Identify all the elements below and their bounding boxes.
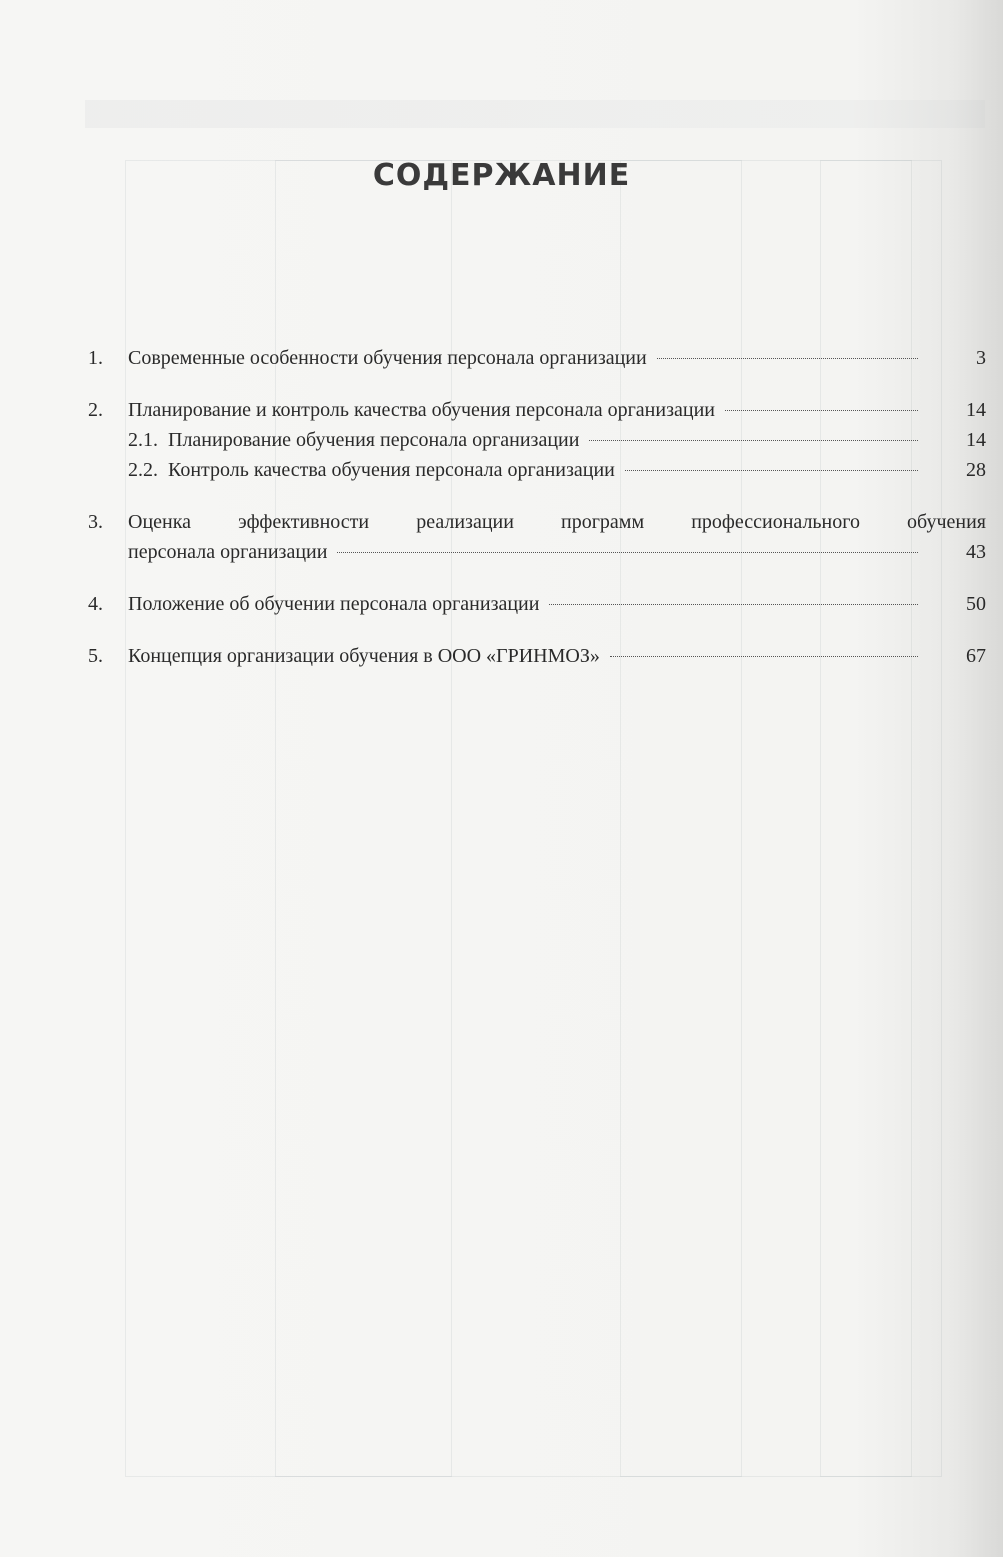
toc-entry-title-line2: персонала организации <box>128 541 328 563</box>
toc-entry-4 <box>88 589 986 619</box>
toc-subentry-number: 2.1. <box>128 429 158 451</box>
toc-subentries <box>88 425 986 485</box>
toc-entry-number: 2. <box>88 399 103 421</box>
toc-entry-number: 4. <box>88 593 103 615</box>
toc-entry-3 <box>88 507 986 567</box>
bleed-through-header <box>85 100 985 128</box>
toc-subentry-number: 2.2. <box>128 459 158 481</box>
toc-subentry-page: 14 <box>966 429 986 451</box>
toc-entry-page: 3 <box>976 347 986 369</box>
dot-leader <box>625 470 918 471</box>
toc-entry-number: 1. <box>88 347 103 369</box>
dot-leader <box>610 656 918 657</box>
toc-subentry-2-1 <box>128 425 986 455</box>
toc-entry-title: Современные особенности обучения персонала организации <box>128 347 647 369</box>
dot-leader <box>589 440 918 441</box>
toc-subentry-page: 28 <box>966 459 986 481</box>
toc-entry-page: 14 <box>966 399 986 421</box>
toc-entry-title: Положение об обучении персонала организации <box>128 593 540 615</box>
table-of-contents <box>88 343 986 693</box>
toc-subentry-2-2 <box>128 455 986 485</box>
toc-subentry-title: Планирование обучения персонала организации <box>168 429 580 451</box>
toc-entry-page: 50 <box>966 593 986 615</box>
toc-entry-title: Планирование и контроль качества обучения персонала организации <box>128 399 715 421</box>
toc-entry-2 <box>88 395 986 485</box>
toc-entry-page: 67 <box>966 645 986 667</box>
dot-leader <box>337 552 918 553</box>
toc-entry-page: 43 <box>966 541 986 563</box>
dot-leader <box>549 604 918 605</box>
toc-entry-number: 3. <box>88 511 103 533</box>
page-title: СОДЕРЖАНИЕ <box>372 158 631 193</box>
toc-entry-1 <box>88 343 986 373</box>
dot-leader <box>657 358 918 359</box>
toc-entry-number: 5. <box>88 645 103 667</box>
toc-subentry-title: Контроль качества обучения персонала организации <box>168 459 615 481</box>
toc-entry-5 <box>88 641 986 671</box>
toc-entry-title: Концепция организации обучения в ООО «ГРИНМОЗ» <box>128 645 600 667</box>
toc-entry-title-line1: Оценка эффективности реализации программ профессионального обучения <box>128 511 986 533</box>
dot-leader <box>725 410 918 411</box>
